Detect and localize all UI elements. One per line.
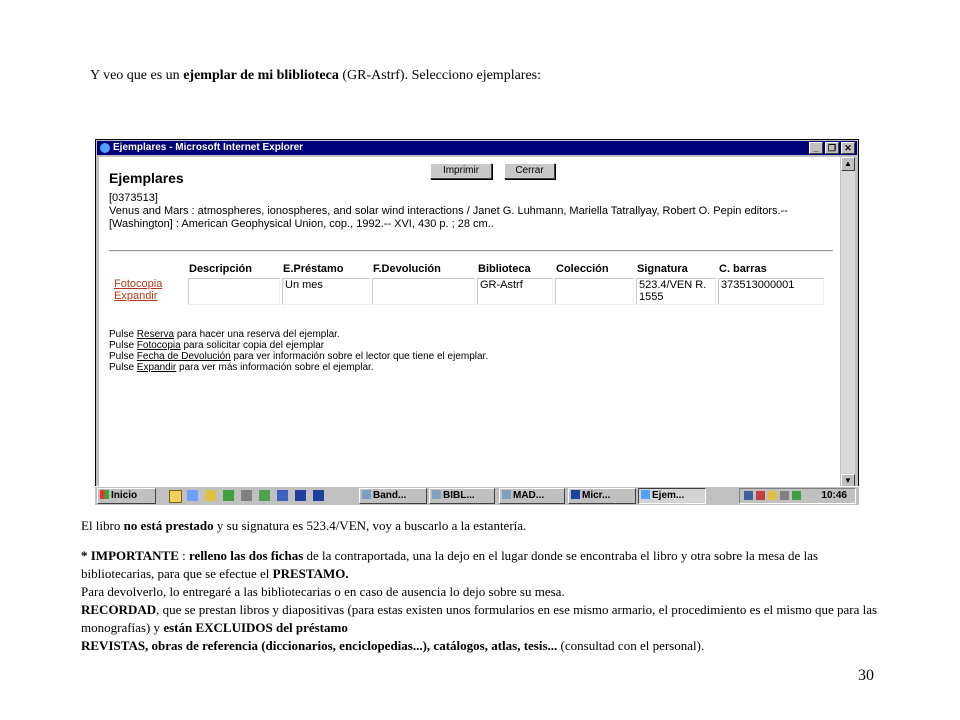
column-header-links xyxy=(112,262,186,276)
help-line: Pulse Fotocopia para solicitar copia del ejemplar xyxy=(109,340,325,351)
expandir-link[interactable]: Expandir xyxy=(114,290,158,302)
paint-icon[interactable] xyxy=(259,490,270,501)
clock[interactable]: 10:46 xyxy=(821,490,847,501)
paragraph-status: El libro no está prestado y su signatura es 523.4/VEN, voy a buscarlo a la estantería. xyxy=(81,518,527,533)
close-button[interactable]: Cerrar xyxy=(504,163,555,179)
reserva-link[interactable]: Reserva xyxy=(136,329,175,340)
fecha-devolucion-link[interactable]: Fecha de Devolución xyxy=(136,351,231,362)
word-doc-icon xyxy=(571,490,580,499)
vertical-scrollbar[interactable] xyxy=(841,157,855,488)
cell-prestamo: Un mes xyxy=(282,278,370,305)
paragraph-recordad: RECORDAD, que se prestan libros y diapositivas (para estas existen unos formularios en ese mismo armario, el procedimiento es el mismo que para las monografías) y están EXCLUIDOS del préstamo xyxy=(81,602,878,635)
fotocopia-help-link[interactable]: Fotocopia xyxy=(136,340,181,351)
word-doc-icon[interactable] xyxy=(313,490,324,501)
print-button[interactable]: Imprimir xyxy=(430,163,492,179)
help-line: Pulse Fecha de Devolución para ver información sobre el lector que tiene el ejemplar. xyxy=(109,351,489,362)
window-titlebar[interactable] xyxy=(97,141,857,155)
body-text xyxy=(81,517,881,655)
fotocopia-link[interactable]: Fotocopia xyxy=(114,278,163,290)
page-title: Ejemplares xyxy=(109,170,184,186)
cell-signatura: 523.4/VEN R. 1555 xyxy=(636,278,716,305)
window-icon xyxy=(502,490,511,499)
column-header-descripcion: Descripción xyxy=(189,263,252,275)
paragraph-importante: * IMPORTANTE : relleno las dos fichas de la contraportada, una la dejo en el lugar donde se encontraba el libro y otra sobre la mesa de las bibliotecarias, para que se efectue el PRESTAMO. xyxy=(81,548,819,581)
column-header-prestamo: E.Préstamo xyxy=(283,263,344,275)
column-header-barras: C. barras xyxy=(719,263,767,275)
browser-window xyxy=(95,139,859,505)
tray-app-icon[interactable] xyxy=(792,491,801,500)
folder-icon[interactable] xyxy=(169,490,182,503)
cell-barras: 373513000001 xyxy=(718,278,824,305)
cell-devolucion xyxy=(372,278,475,305)
cell-coleccion xyxy=(555,278,634,305)
help-instructions xyxy=(109,329,488,373)
page-content xyxy=(99,157,840,488)
minimize-button[interactable]: _ xyxy=(809,142,823,154)
tray-volume-icon[interactable] xyxy=(768,491,777,500)
task-band[interactable]: Band... xyxy=(359,488,427,504)
internet-explorer-icon xyxy=(641,490,650,499)
divider xyxy=(109,250,833,252)
task-micr[interactable]: Micr... xyxy=(568,488,636,504)
tray-monitor-icon[interactable] xyxy=(780,491,789,500)
bibliographic-record: [0373513] Venus and Mars : atmospheres, ionospheres, and solar wind interactions / Janet G. Luhmann, Mariella Tatrallyay, Robert O. Pepin editors.-- [Washington] : American Geophysical Union, cop., 1992.-- XVI, 430 p. ; 28 cm.. xyxy=(109,192,788,230)
excel-icon[interactable] xyxy=(223,490,234,501)
search-icon[interactable] xyxy=(205,490,216,501)
table-row xyxy=(112,278,824,305)
column-header-signatura: Signatura xyxy=(637,263,688,275)
taskbar xyxy=(95,486,859,505)
intro-text: Y veo que es un ejemplar de mi bliblioteca (GR-Astrf). Selecciono ejemplares: xyxy=(90,68,542,83)
column-header-coleccion: Colección xyxy=(556,263,609,275)
task-ejem[interactable]: Ejem... xyxy=(638,488,706,504)
paragraph-devolver: Para devolverlo, lo entregaré a las bibliotecarias o en caso de ausencia lo dejo sobre su mesa. xyxy=(81,584,565,599)
column-header-devolucion: F.Devolución xyxy=(373,263,441,275)
column-header-biblioteca: Biblioteca xyxy=(478,263,531,275)
row-links xyxy=(112,278,186,305)
expandir-help-link[interactable]: Expandir xyxy=(136,362,177,373)
close-window-button[interactable]: ✕ xyxy=(841,142,855,154)
printer-icon[interactable] xyxy=(241,490,252,501)
windows-logo-icon xyxy=(100,490,109,499)
system-tray xyxy=(739,488,856,504)
tray-network-icon[interactable] xyxy=(744,491,753,500)
help-line: Pulse Expandir para ver más información sobre el ejemplar. xyxy=(109,362,374,373)
quicklaunch-icon[interactable] xyxy=(187,490,198,501)
scroll-up-icon[interactable]: ▲ xyxy=(841,157,855,171)
internet-explorer-icon xyxy=(100,143,110,153)
task-mad[interactable]: MAD... xyxy=(499,488,565,504)
help-line: Pulse Reserva para hacer una reserva del ejemplar. xyxy=(109,329,340,340)
window-icon xyxy=(432,490,441,499)
scroll-down-icon[interactable]: ▼ xyxy=(841,474,855,488)
copies-table xyxy=(110,260,826,307)
cell-descripcion xyxy=(188,278,280,305)
paragraph-excluidos: REVISTAS, obras de referencia (diccionarios, enciclopedias...), catálogos, atlas, tesis... (consultad con el personal). xyxy=(81,638,705,653)
start-button[interactable]: Inicio xyxy=(97,488,156,504)
maximize-button[interactable]: ❐ xyxy=(825,142,839,154)
task-bibl[interactable]: BIBL... xyxy=(429,488,495,504)
powerpoint-icon[interactable] xyxy=(277,490,288,501)
cell-biblioteca: GR-Astrf xyxy=(477,278,553,305)
window-icon xyxy=(362,490,371,499)
window-title: Ejemplares - Microsoft Internet Explorer xyxy=(113,142,304,153)
page-number: 30 xyxy=(858,667,874,684)
tray-antivirus-icon[interactable] xyxy=(756,491,765,500)
word-icon[interactable] xyxy=(295,490,306,501)
